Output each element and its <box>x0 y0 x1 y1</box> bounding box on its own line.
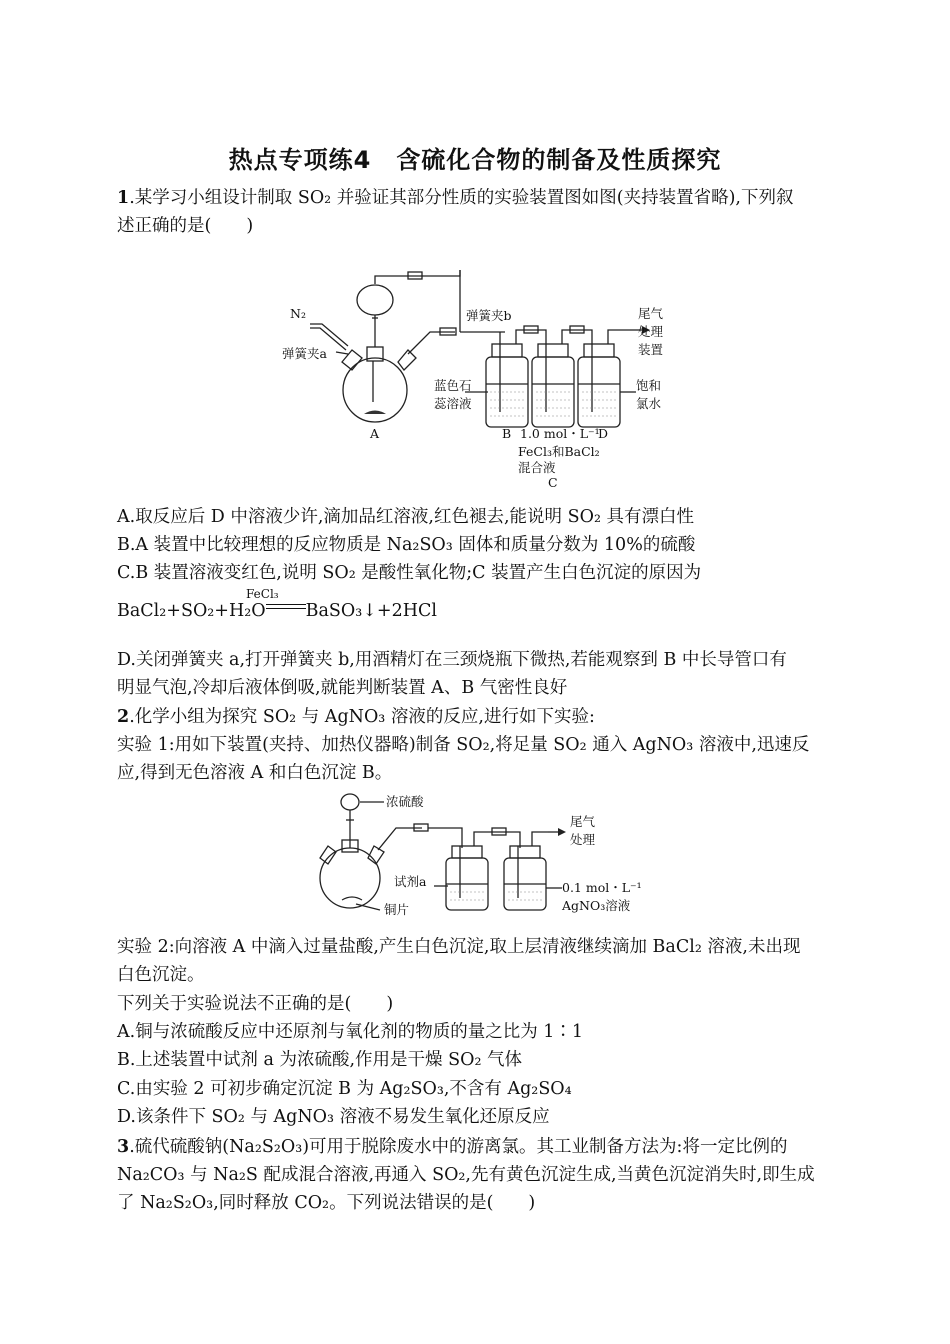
q1-option-a: A.取反应后 D 中溶液少许,滴加品红溶液,红色褪去,能说明 SO₂ 具有漂白性 <box>117 507 695 527</box>
q1-apparatus-diagram <box>280 262 680 490</box>
q1-stem-text1: 某学习小组设计制取 SO₂ 并验证其部分性质的实验装置图如图(夹持装置省略),下列叙 <box>134 188 794 208</box>
label-n2: N₂ <box>290 306 306 321</box>
q3-text1: 硫代硫酸钠(Na₂S₂O₃)可用于脱除废水中的游离氯。其工业制备方法为:将一定比例的 <box>134 1137 788 1157</box>
q2-exp2-line1: 实验 2:向溶液 A 中滴入过量盐酸,产生白色沉淀,取上层清液继续滴加 BaCl₂ 溶液,未出现 <box>117 937 801 957</box>
label-tail-2: 处理 <box>570 832 596 847</box>
equation-catalyst: FeCl₃ <box>246 587 279 601</box>
label-litmus-1: 蓝色石 <box>434 378 472 393</box>
label-tail-1: 尾气 <box>570 814 596 829</box>
label-bottle-c: C <box>548 475 558 490</box>
label-reagent-a: 试剂a <box>394 874 427 889</box>
label-litmus-2: 蕊溶液 <box>434 396 472 411</box>
q1-stem-line1: 1.某学习小组设计制取 SO₂ 并验证其部分性质的实验装置图如图(夹持装置省略),下列叙 <box>117 188 794 208</box>
label-clip-b: 弹簧夹b <box>466 308 512 323</box>
q1-option-b: B.A 装置中比较理想的反应物质是 Na₂SO₃ 固体和质量分数为 10%的硫酸 <box>117 535 696 555</box>
page-title: 热点专项练4 含硫化合物的制备及性质探究 <box>228 146 722 174</box>
q1-stem-line2: 述正确的是( ) <box>117 216 254 236</box>
q3-line2: Na₂CO₃ 与 Na₂S 配成混合溶液,再通入 SO₂,先有黄色沉淀生成,当黄色沉淀消失时,即生成 <box>117 1165 815 1185</box>
q3-line1: 3.硫代硫酸钠(Na₂S₂O₃)可用于脱除废水中的游离氯。其工业制备方法为:将一定比例的 <box>117 1137 788 1157</box>
q2-number: 2 <box>117 707 130 727</box>
label-copper: 铜片 <box>384 902 410 917</box>
label-tail-1: 尾气 <box>638 306 664 321</box>
label-tail-3: 装置 <box>638 342 664 357</box>
q2-apparatus-diagram <box>312 788 652 920</box>
q2-exp1-line2: 应,得到无色溶液 A 和白色沉淀 B。 <box>117 763 393 783</box>
q2-option-a: A.铜与浓硫酸反应中还原剂与氧化剂的物质的量之比为 1∶1 <box>117 1022 584 1042</box>
label-bottle-d: D <box>598 426 609 441</box>
q2-stem-text: 化学小组为探究 SO₂ 与 AgNO₃ 溶液的反应,进行如下实验: <box>134 707 595 727</box>
equation-left: BaCl₂+SO₂+H₂O <box>117 601 266 621</box>
q1-option-d-line1: D.关闭弹簧夹 a,打开弹簧夹 b,用酒精灯在三颈烧瓶下微热,若能观察到 B 中长导管口有 <box>117 650 787 670</box>
q2-option-d: D.该条件下 SO₂ 与 AgNO₃ 溶液不易发生氧化还原反应 <box>117 1107 550 1127</box>
label-bottle-b: B <box>502 426 512 441</box>
equation-equals-sign <box>266 600 306 614</box>
q2-apparatus-figure <box>312 788 652 920</box>
q2-option-c: C.由实验 2 可初步确定沉淀 B 为 Ag₂SO₃,不含有 Ag₂SO₄ <box>117 1079 572 1099</box>
label-agno3: AgNO₃溶液 <box>562 898 631 913</box>
q1-apparatus-figure <box>280 262 680 490</box>
label-chlorine-2: 氯水 <box>636 396 662 411</box>
label-clip-a: 弹簧夹a <box>282 346 327 361</box>
equation-right: BaSO₃↓+2HCl <box>305 601 437 621</box>
q1-equation <box>117 597 437 625</box>
q1-option-d-line2: 明显气泡,冷却后液体倒吸,就能判断装置 A、B 气密性良好 <box>117 678 568 698</box>
label-chlorine-1: 饱和 <box>636 378 662 393</box>
label-mix-1: FeCl₃和BaCl₂ <box>518 444 600 459</box>
label-conc-1: 1.0 mol・L⁻¹ <box>520 426 600 441</box>
label-conc-agno3: 0.1 mol・L⁻¹ <box>562 880 642 895</box>
q2-exp2-line2: 白色沉淀。 <box>117 965 205 985</box>
q2-stem: 2.化学小组为探究 SO₂ 与 AgNO₃ 溶液的反应,进行如下实验: <box>117 707 595 727</box>
q2-exp1-line1: 实验 1:用如下装置(夹持、加热仪器略)制备 SO₂,将足量 SO₂ 通入 AgNO₃ 溶液中,迅速反 <box>117 735 810 755</box>
q1-number: 1 <box>117 188 130 208</box>
q3-line3: 了 Na₂S₂O₃,同时释放 CO₂。下列说法错误的是( ) <box>117 1193 536 1213</box>
label-conc-h2so4: 浓硫酸 <box>386 794 424 809</box>
q3-number: 3 <box>117 1137 130 1157</box>
label-tail-2: 处理 <box>638 324 664 339</box>
label-mix-2: 混合液 <box>518 460 556 475</box>
q1-option-c: C.B 装置溶液变红色,说明 SO₂ 是酸性氧化物;C 装置产生白色沉淀的原因为 <box>117 563 702 583</box>
q2-question: 下列关于实验说法不正确的是( ) <box>117 994 394 1014</box>
q2-option-b: B.上述装置中试剂 a 为浓硫酸,作用是干燥 SO₂ 气体 <box>117 1050 523 1070</box>
label-flask-a: A <box>370 426 380 441</box>
